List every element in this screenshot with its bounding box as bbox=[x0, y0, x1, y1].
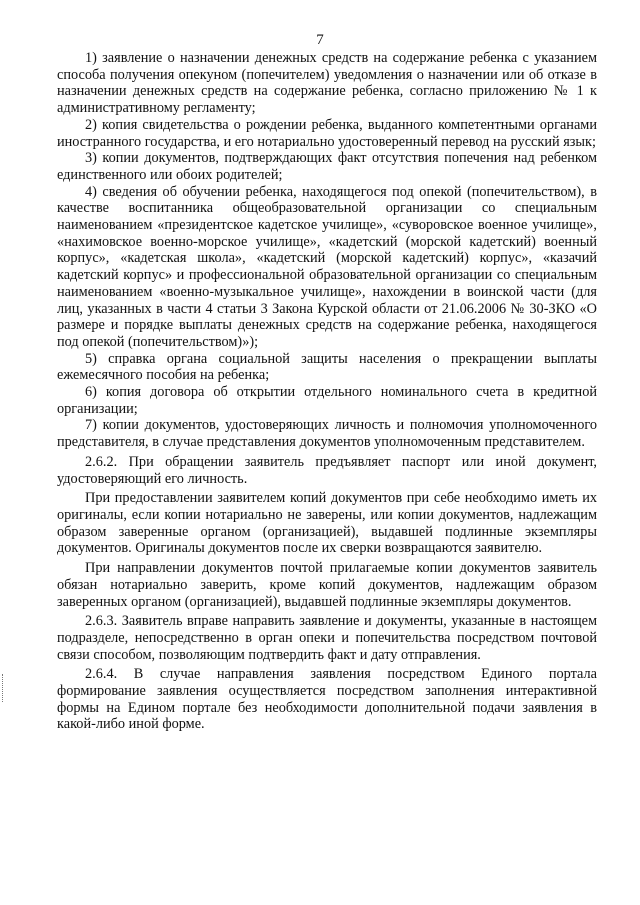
page-number: 7 bbox=[316, 32, 324, 48]
paragraph-item-5: 5) справка органа социальной защиты населения о прекращении выплаты ежемесячного пособия на ребенка; bbox=[57, 350, 597, 384]
paragraph-postal-copies: При направлении документов почтой прилагаемые копии документов заявитель обязан нотариально заверить, кроме копий документов, надлежащим образом заверенных органом (организацией), выдавшей подлинные экземпляры документов. bbox=[57, 560, 597, 610]
paragraph-2-6-3: 2.6.3. Заявитель вправе направить заявление и документы, указанные в настоящем подразделе, непосредственно в орган опеки и попечительства посредством почтовой связи способом, позволяющим подтвердить факт и дату отправления. bbox=[57, 613, 597, 663]
paragraph-item-2: 2) копия свидетельства о рождении ребенка, выданного компетентными органами иностранного государства, и его нотариально удостоверенный перевод на русский язык; bbox=[57, 116, 597, 150]
paragraph-copies-originals: При предоставлении заявителем копий документов при себе необходимо иметь их оригиналы, если копии нотариально не заверены, или копии документов, надлежащим образом заверенные органом (организацией), выдавшей подлинные экземпляры документов. Оригиналы документов после их сверки возвращаются заявителю. bbox=[57, 490, 597, 557]
paragraph-item-6: 6) копия договора об открытии отдельного номинального счета в кредитной организации; bbox=[57, 384, 597, 417]
paragraph-item-1: 1) заявление о назначении денежных средств на содержание ребенка с указанием способа получения опекуном (попечителем) уведомления о назначении или об отказе в назначении денежных средств на содержание ребенка, согласно приложению № 1 к административному регламенту; bbox=[57, 50, 597, 117]
paragraph-item-4: 4) сведения об обучении ребенка, находящегося под опекой (попечительством), в качестве воспитанника общеобразовательной организации со специальным наименованием «президентское кадетское училище», «суворовское военное училище», «нахимовское военно-морское училище», «кадетский (морской кадетский) военный корпус», «кадетская школа», «кадетский (морской кадетский) корпус», «казачий кадетский корпус» и профессиональной образовательной организации со специальным наименованием «военно-музыкальное училище», нахождении в воинской части (для лиц, указанных в части 4 статьи 3 Закона Курской области от 21.06.2006 № 30-ЗКО «О размере и порядке выплаты денежных средств на содержание ребенка, находящегося под опекой (попечительством)»); bbox=[57, 183, 597, 350]
paragraph-item-7: 7) копии документов, удостоверяющих личность и полномочия уполномоченного представителя, в случае представления документов уполномоченным представителем. bbox=[57, 417, 597, 451]
margin-mark bbox=[2, 674, 5, 702]
document-body bbox=[57, 50, 597, 733]
paragraph-2-6-4: 2.6.4. В случае направления заявления посредством Единого портала формирование заявления осуществляется посредством заполнения интерактивной формы на Едином портале без необходимости дополнительной подачи заявления в какой-либо иной форме. bbox=[57, 666, 597, 733]
paragraph-item-3: 3) копии документов, подтверждающих факт отсутствия попечения над ребенком единственного или обоих родителей; bbox=[57, 150, 597, 183]
paragraph-2-6-2: 2.6.2. При обращении заявитель предъявляет паспорт или иной документ, удостоверяющий его личность. bbox=[57, 453, 597, 487]
